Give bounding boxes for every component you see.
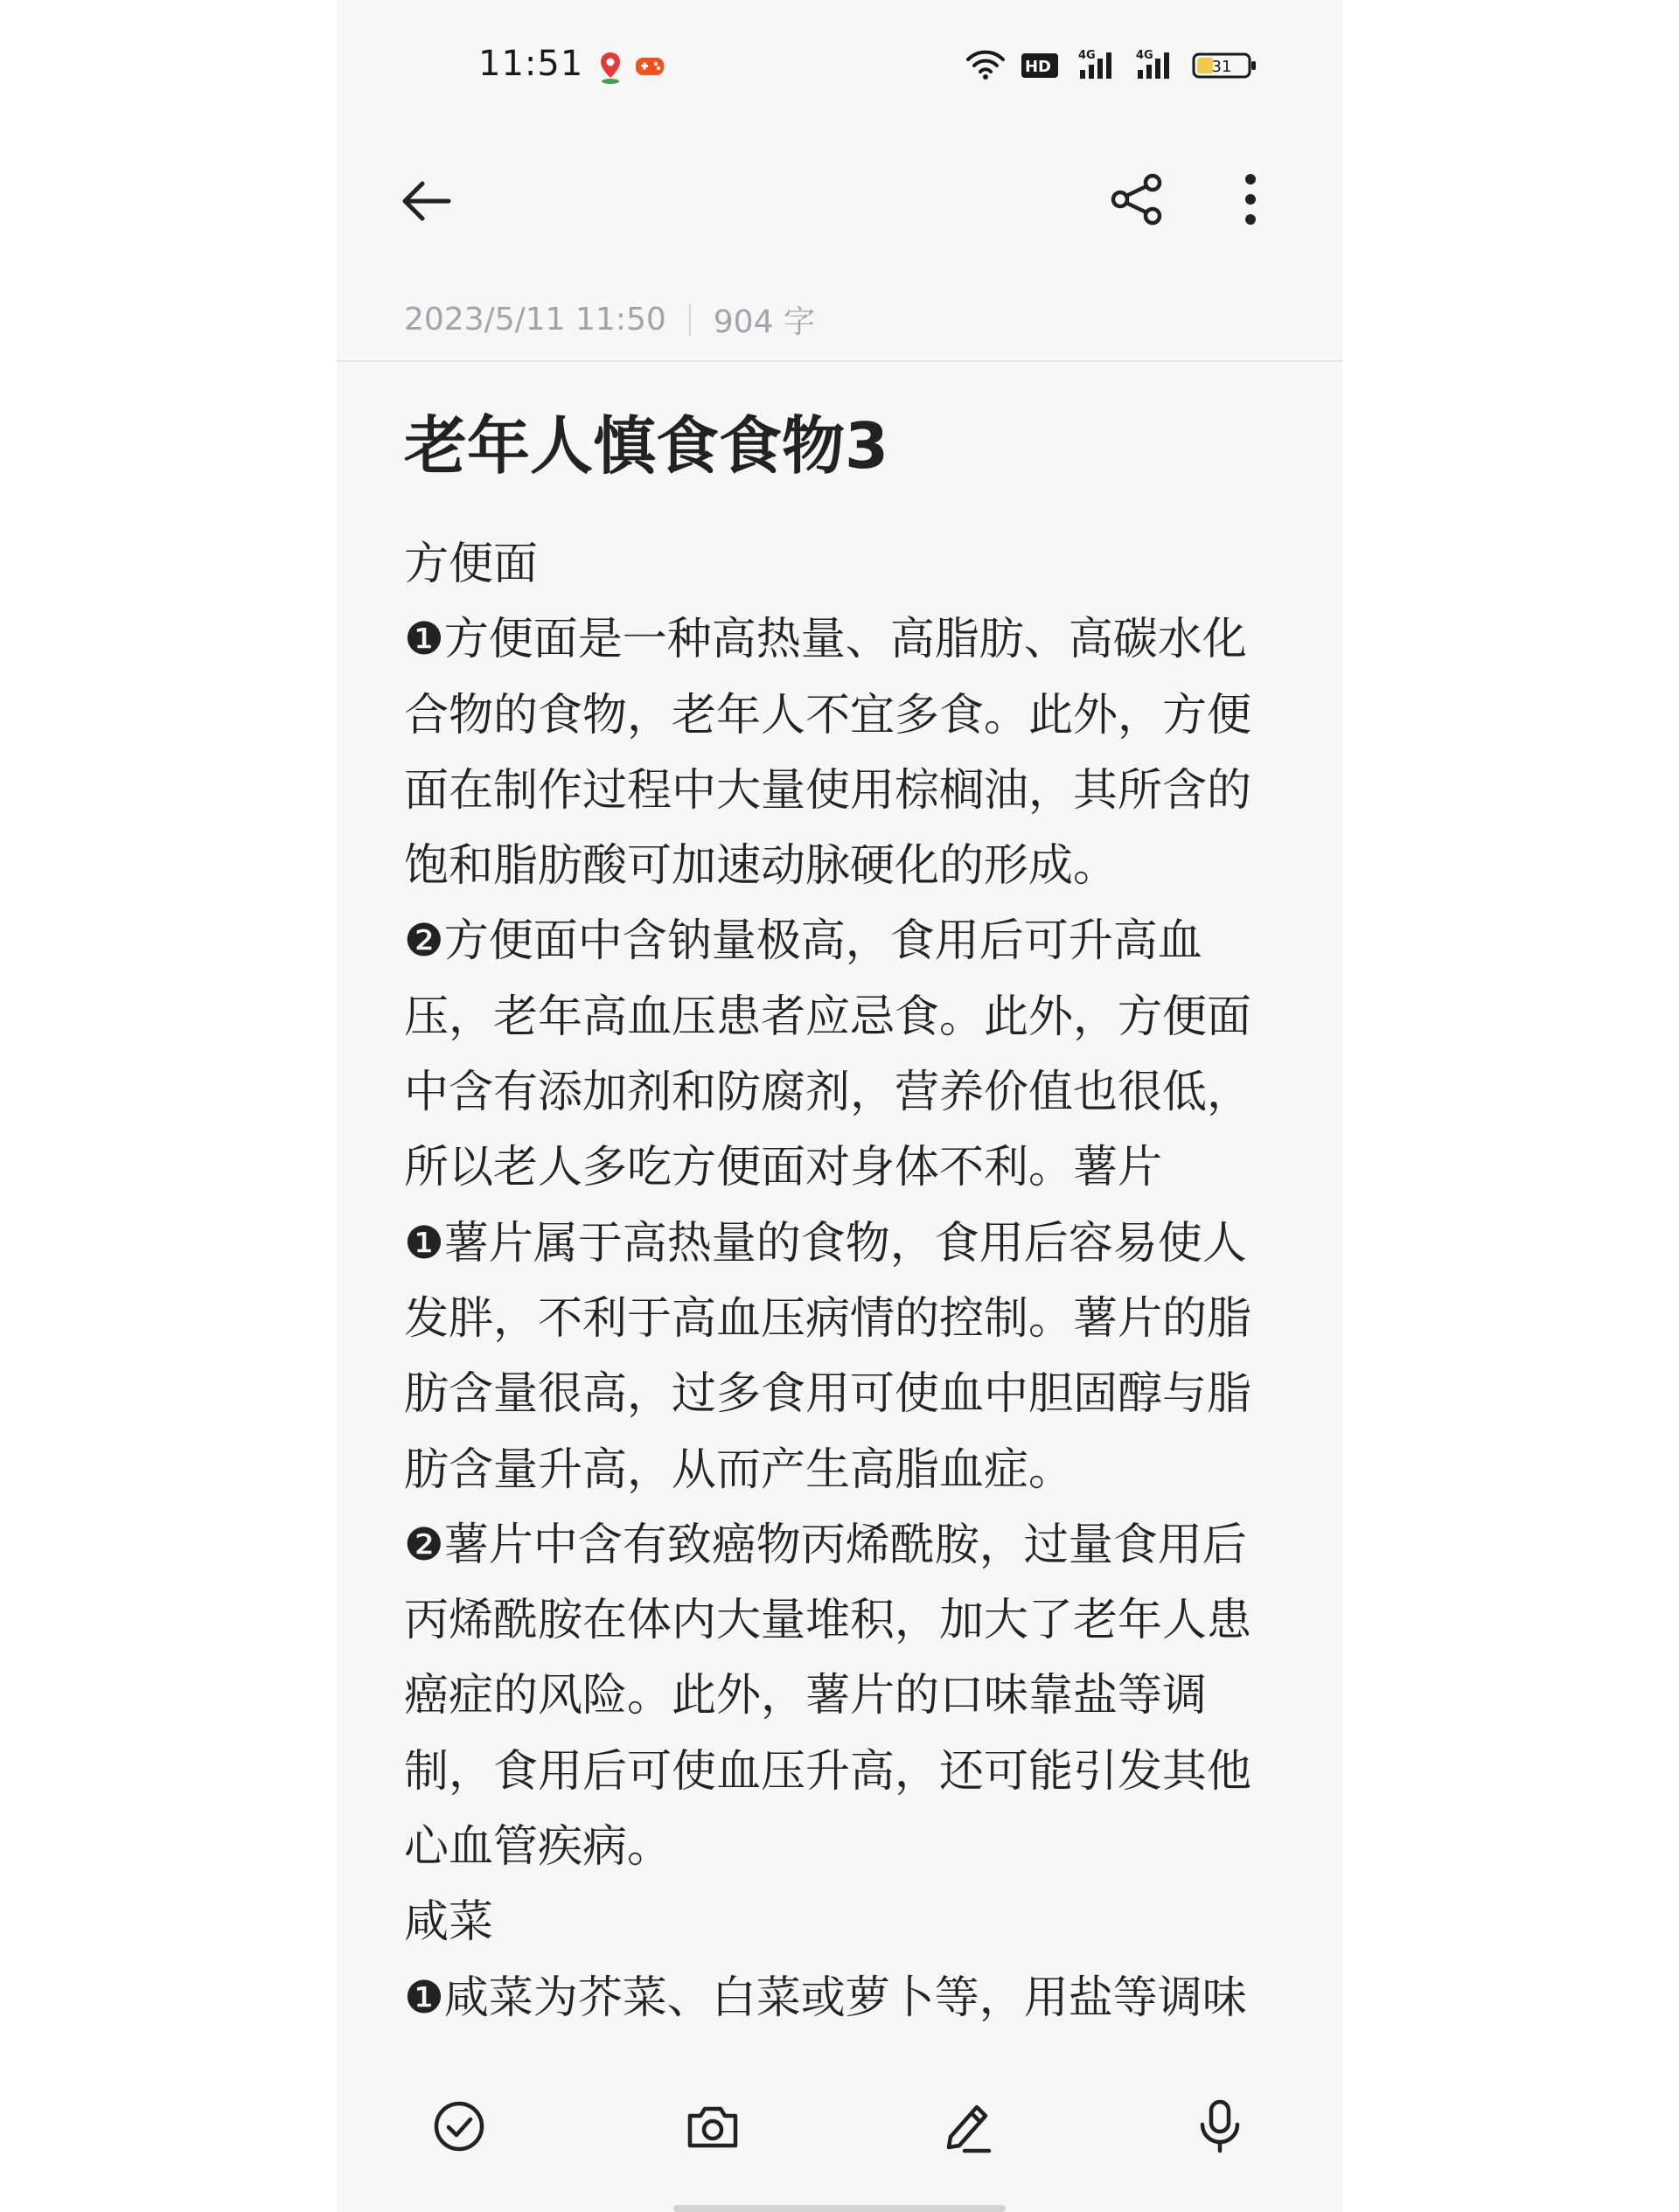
camera-button[interactable]: [685, 2098, 741, 2154]
back-button[interactable]: [396, 170, 457, 232]
status-time: 11:51: [478, 44, 584, 84]
checklist-icon: [431, 2098, 487, 2154]
share-button[interactable]: [1106, 169, 1167, 230]
meta-separator: [689, 304, 691, 336]
note-paragraph: ❶咸菜为芥菜、白菜或萝卜等，用盐等调味: [404, 1972, 1247, 2024]
note-meta: [404, 297, 815, 342]
back-arrow-icon: [396, 170, 457, 232]
more-vertical-icon: [1211, 169, 1272, 230]
note-screen: [337, 0, 1342, 2212]
note-paragraph: ❷方便面中含钠量极高，食用后可升高血压，老年高血压患者应忌食。此外，方便面中含有添加剂和防腐剂，营养价值也很低，所以老人多吃方便面对身体不利。薯片: [404, 915, 1252, 1194]
note-body[interactable]: [404, 527, 1270, 2057]
more-options-button[interactable]: [1211, 169, 1272, 230]
status-bar: [337, 0, 1342, 131]
share-icon: [1106, 169, 1167, 230]
note-paragraph: 方便面: [404, 539, 539, 590]
header-divider: [337, 360, 1342, 362]
note-title[interactable]: 老年人慎食食物3: [404, 409, 889, 483]
voice-input-button[interactable]: [1192, 2098, 1248, 2154]
svg-text:HD: HD: [1024, 58, 1052, 76]
note-paragraph: ❷薯片中含有致癌物丙烯酰胺，过量食用后丙烯酰胺在体内大量堆积，加大了老年人患癌症的风险。此外，薯片的口味靠盐等调制，食用后可使血压升高，还可能引发其他心血管疾病。: [404, 1519, 1252, 1874]
bottom-toolbar: [337, 2056, 1342, 2212]
checklist-button[interactable]: [431, 2098, 487, 2154]
signal-4g-icon: [1134, 47, 1183, 80]
note-date: 2023/5/11 11:50: [404, 302, 666, 337]
camera-icon: [685, 2098, 741, 2154]
pen-icon: [938, 2098, 994, 2154]
note-char-count: 904 字: [713, 304, 815, 340]
wifi-icon: [965, 49, 1007, 80]
handwriting-button[interactable]: [938, 2098, 994, 2154]
note-paragraph: ❶薯片属于高热量的食物，食用后容易使人发胖，不利于高血压病情的控制。薯片的脂肪含量很高，过多食用可使血中胆固醇与脂肪含量升高，从而产生高脂血症。: [404, 1217, 1252, 1496]
battery-icon: [1192, 52, 1258, 79]
svg-text:31: 31: [1211, 58, 1232, 76]
hd-icon: [1021, 52, 1059, 79]
svg-text:4G: 4G: [1136, 49, 1153, 62]
home-indicator[interactable]: [673, 2205, 1006, 2212]
microphone-icon: [1192, 2098, 1248, 2154]
note-paragraph: 咸菜: [404, 1896, 494, 1949]
game-icon: [634, 54, 665, 79]
note-paragraph: ❶方便面是一种高热量、高脂肪、高碳水化合物的食物，老年人不宜多食。此外，方便面在制作过程中大量使用棕榈油，其所含的饱和脂肪酸可加速动脉硬化的形成。: [404, 614, 1252, 893]
signal-4g-icon: [1076, 47, 1125, 80]
svg-text:4G: 4G: [1078, 49, 1096, 62]
maps-pin-icon: [597, 51, 624, 86]
